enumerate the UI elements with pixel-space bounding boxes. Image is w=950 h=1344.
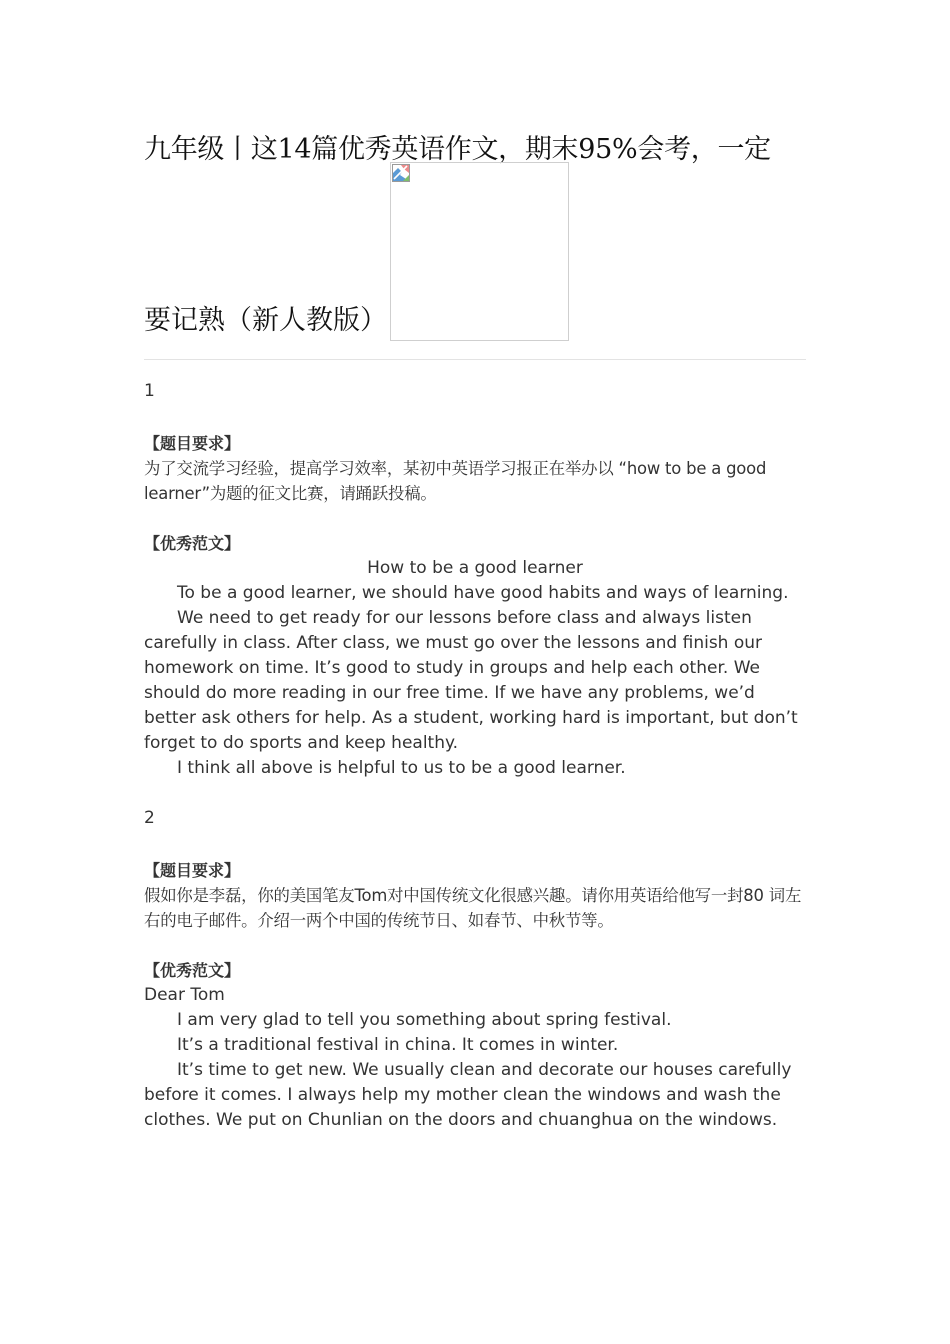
essay-paragraph: It’s time to get new. We usually clean and decorate our houses carefully before it comes. I always help my mother clean the windows and wash the clothes. We put on Chunlian on the doors and chuanghua on the windows. xyxy=(144,1060,792,1130)
article-title xyxy=(144,128,806,341)
title-line-2: 要记熟（新人教版） xyxy=(144,305,387,336)
essay-paragraph: To be a good learner, we should have good habits and ways of learning. xyxy=(177,583,789,603)
broken-image-icon xyxy=(392,164,410,182)
model-essay-label: 【优秀范文】 xyxy=(144,534,241,553)
essay-heading: How to be a good learner xyxy=(367,558,583,578)
title-line-2-row xyxy=(144,162,806,341)
model-essay-label: 【优秀范文】 xyxy=(144,961,241,980)
letter-greeting: Dear Tom xyxy=(144,985,225,1005)
essay-number: 1 xyxy=(144,381,155,401)
requirement-label: 【题目要求】 xyxy=(144,434,241,453)
title-line-1: 九年级丨这14篇优秀英语作文，期末95%会考，一定 xyxy=(144,134,771,165)
essay-1 xyxy=(144,379,806,781)
essay-2 xyxy=(144,806,806,1133)
essay-paragraph: I am very glad to tell you something about spring festival. xyxy=(177,1010,672,1030)
essay-paragraph: I think all above is helpful to us to be a good learner. xyxy=(177,758,626,778)
title-divider xyxy=(144,359,806,360)
requirement-text: 为了交流学习经验，提高学习效率，某初中英语学习报正在举办以 “how to be a good learner”为题的征文比赛，请踊跃投稿。 xyxy=(144,459,767,503)
broken-image-placeholder xyxy=(390,162,569,341)
essay-paragraph: It’s a traditional festival in china. It comes in winter. xyxy=(177,1035,619,1055)
essay-paragraph: We need to get ready for our lessons before class and always listen carefully in class. After class, we must go over the lessons and finish our homework on time. It’s good to study in groups and help each other. We should do more reading in our free time. If we have any problems, we’d better ask others for help. As a student, working hard is important, but don’t forget to do sports and keep healthy. xyxy=(144,608,798,753)
essay-number: 2 xyxy=(144,808,155,828)
requirement-label: 【题目要求】 xyxy=(144,861,241,880)
article xyxy=(144,128,806,1133)
requirement-text: 假如你是李磊，你的美国笔友Tom对中国传统文化很感兴趣。请你用英语给他写一封80 词左右的电子邮件。介绍一两个中国的传统节日、如春节、中秋节等。 xyxy=(144,886,802,930)
